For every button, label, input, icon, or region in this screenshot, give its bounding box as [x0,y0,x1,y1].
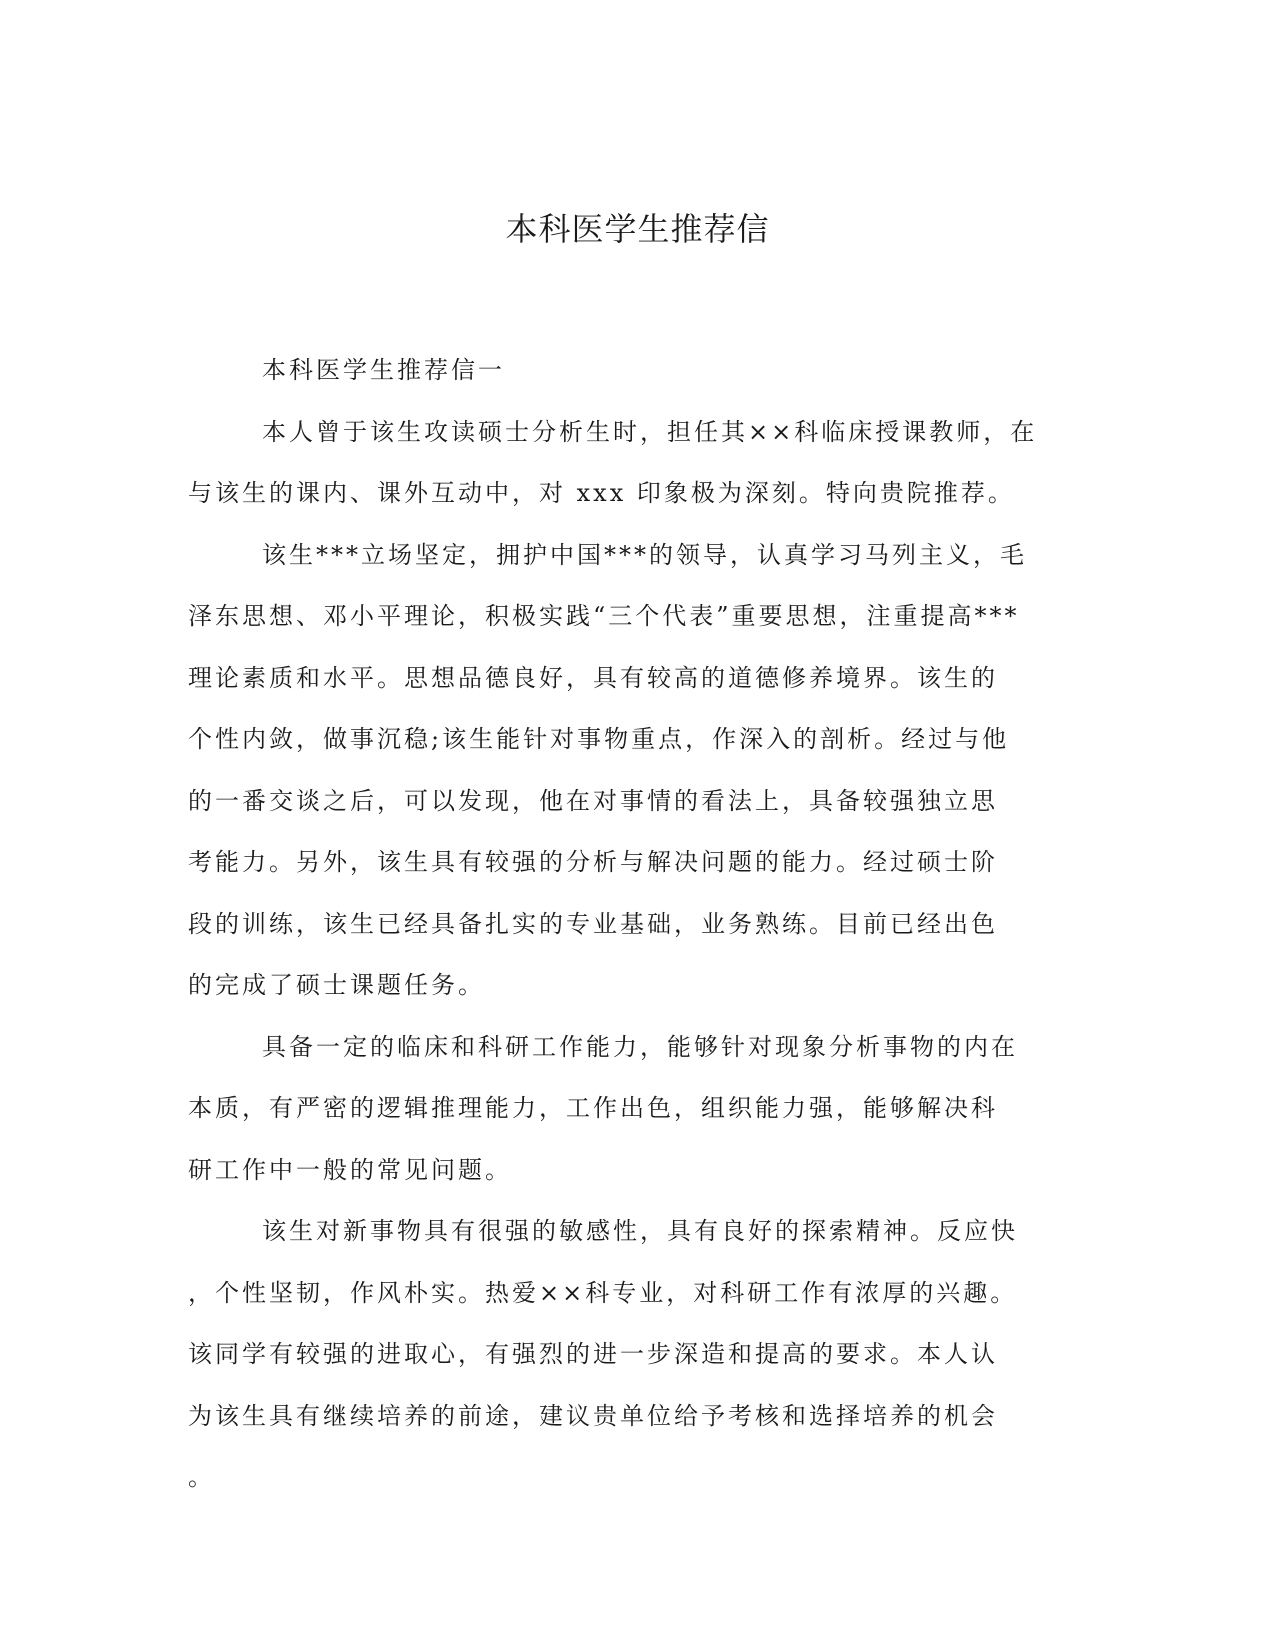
paragraph-line: 为该生具有继续培养的前途，建议贵单位给予考核和选择培养的机会 [188,1401,998,1430]
paragraph-line: 的一番交谈之后，可以发现，他在对事情的看法上，具备较强独立思 [188,786,998,815]
paragraph-line: ，个性坚韧，作风朴实。热爱××科专业，对科研工作有浓厚的兴趣。 [188,1278,1018,1307]
paragraph-line: 与该生的课内、课外互动中，对 xxx 印象极为深刻。特向贵院推荐。 [188,479,1015,507]
document-title: 本科医学生推荐信 [505,210,770,248]
section-heading: 本科医学生推荐信一 [262,356,505,384]
paragraph-line: 的完成了硕士课题任务。 [188,971,485,999]
paragraph-line: 段的训练，该生已经具备扎实的专业基础，业务熟练。目前已经出色 [188,909,998,938]
paragraph-line: 考能力。另外，该生具有较强的分析与解决问题的能力。经过硕士阶 [188,848,998,876]
paragraph-line: 该生***立场坚定，拥护中国***的领导，认真学习马列主义，毛 [262,540,1027,569]
letter-body [188,340,1068,1509]
paragraph-line: 泽东思想、邓小平理论，积极实践“三个代表”重要思想，注重提高*** [188,602,1020,630]
paragraph-line: 该生对新事物具有很强的敏感性，具有良好的探索精神。反应快 [262,1217,1018,1245]
paragraph-line: 研工作中一般的常见问题。 [188,1155,512,1184]
paragraph-line: 具备一定的临床和科研工作能力，能够针对现象分析事物的内在 [262,1032,1018,1061]
paragraph-line: 。 [188,1463,215,1491]
paragraph-line: 该同学有较强的进取心，有强烈的进一步深造和提高的要求。本人认 [188,1340,998,1368]
paragraph-line: 理论素质和水平。思想品德良好，具有较高的道德修养境界。该生的 [188,663,998,692]
paragraph-line: 个性内敛，做事沉稳;该生能针对事物重点，作深入的剖析。经过与他 [188,725,1010,753]
paragraph-line: 本质，有严密的逻辑推理能力，工作出色，组织能力强，能够解决科 [188,1094,998,1122]
paragraph-line: 本人曾于该生攻读硕士分析生时，担任其××科临床授课教师，在 [262,417,1038,446]
